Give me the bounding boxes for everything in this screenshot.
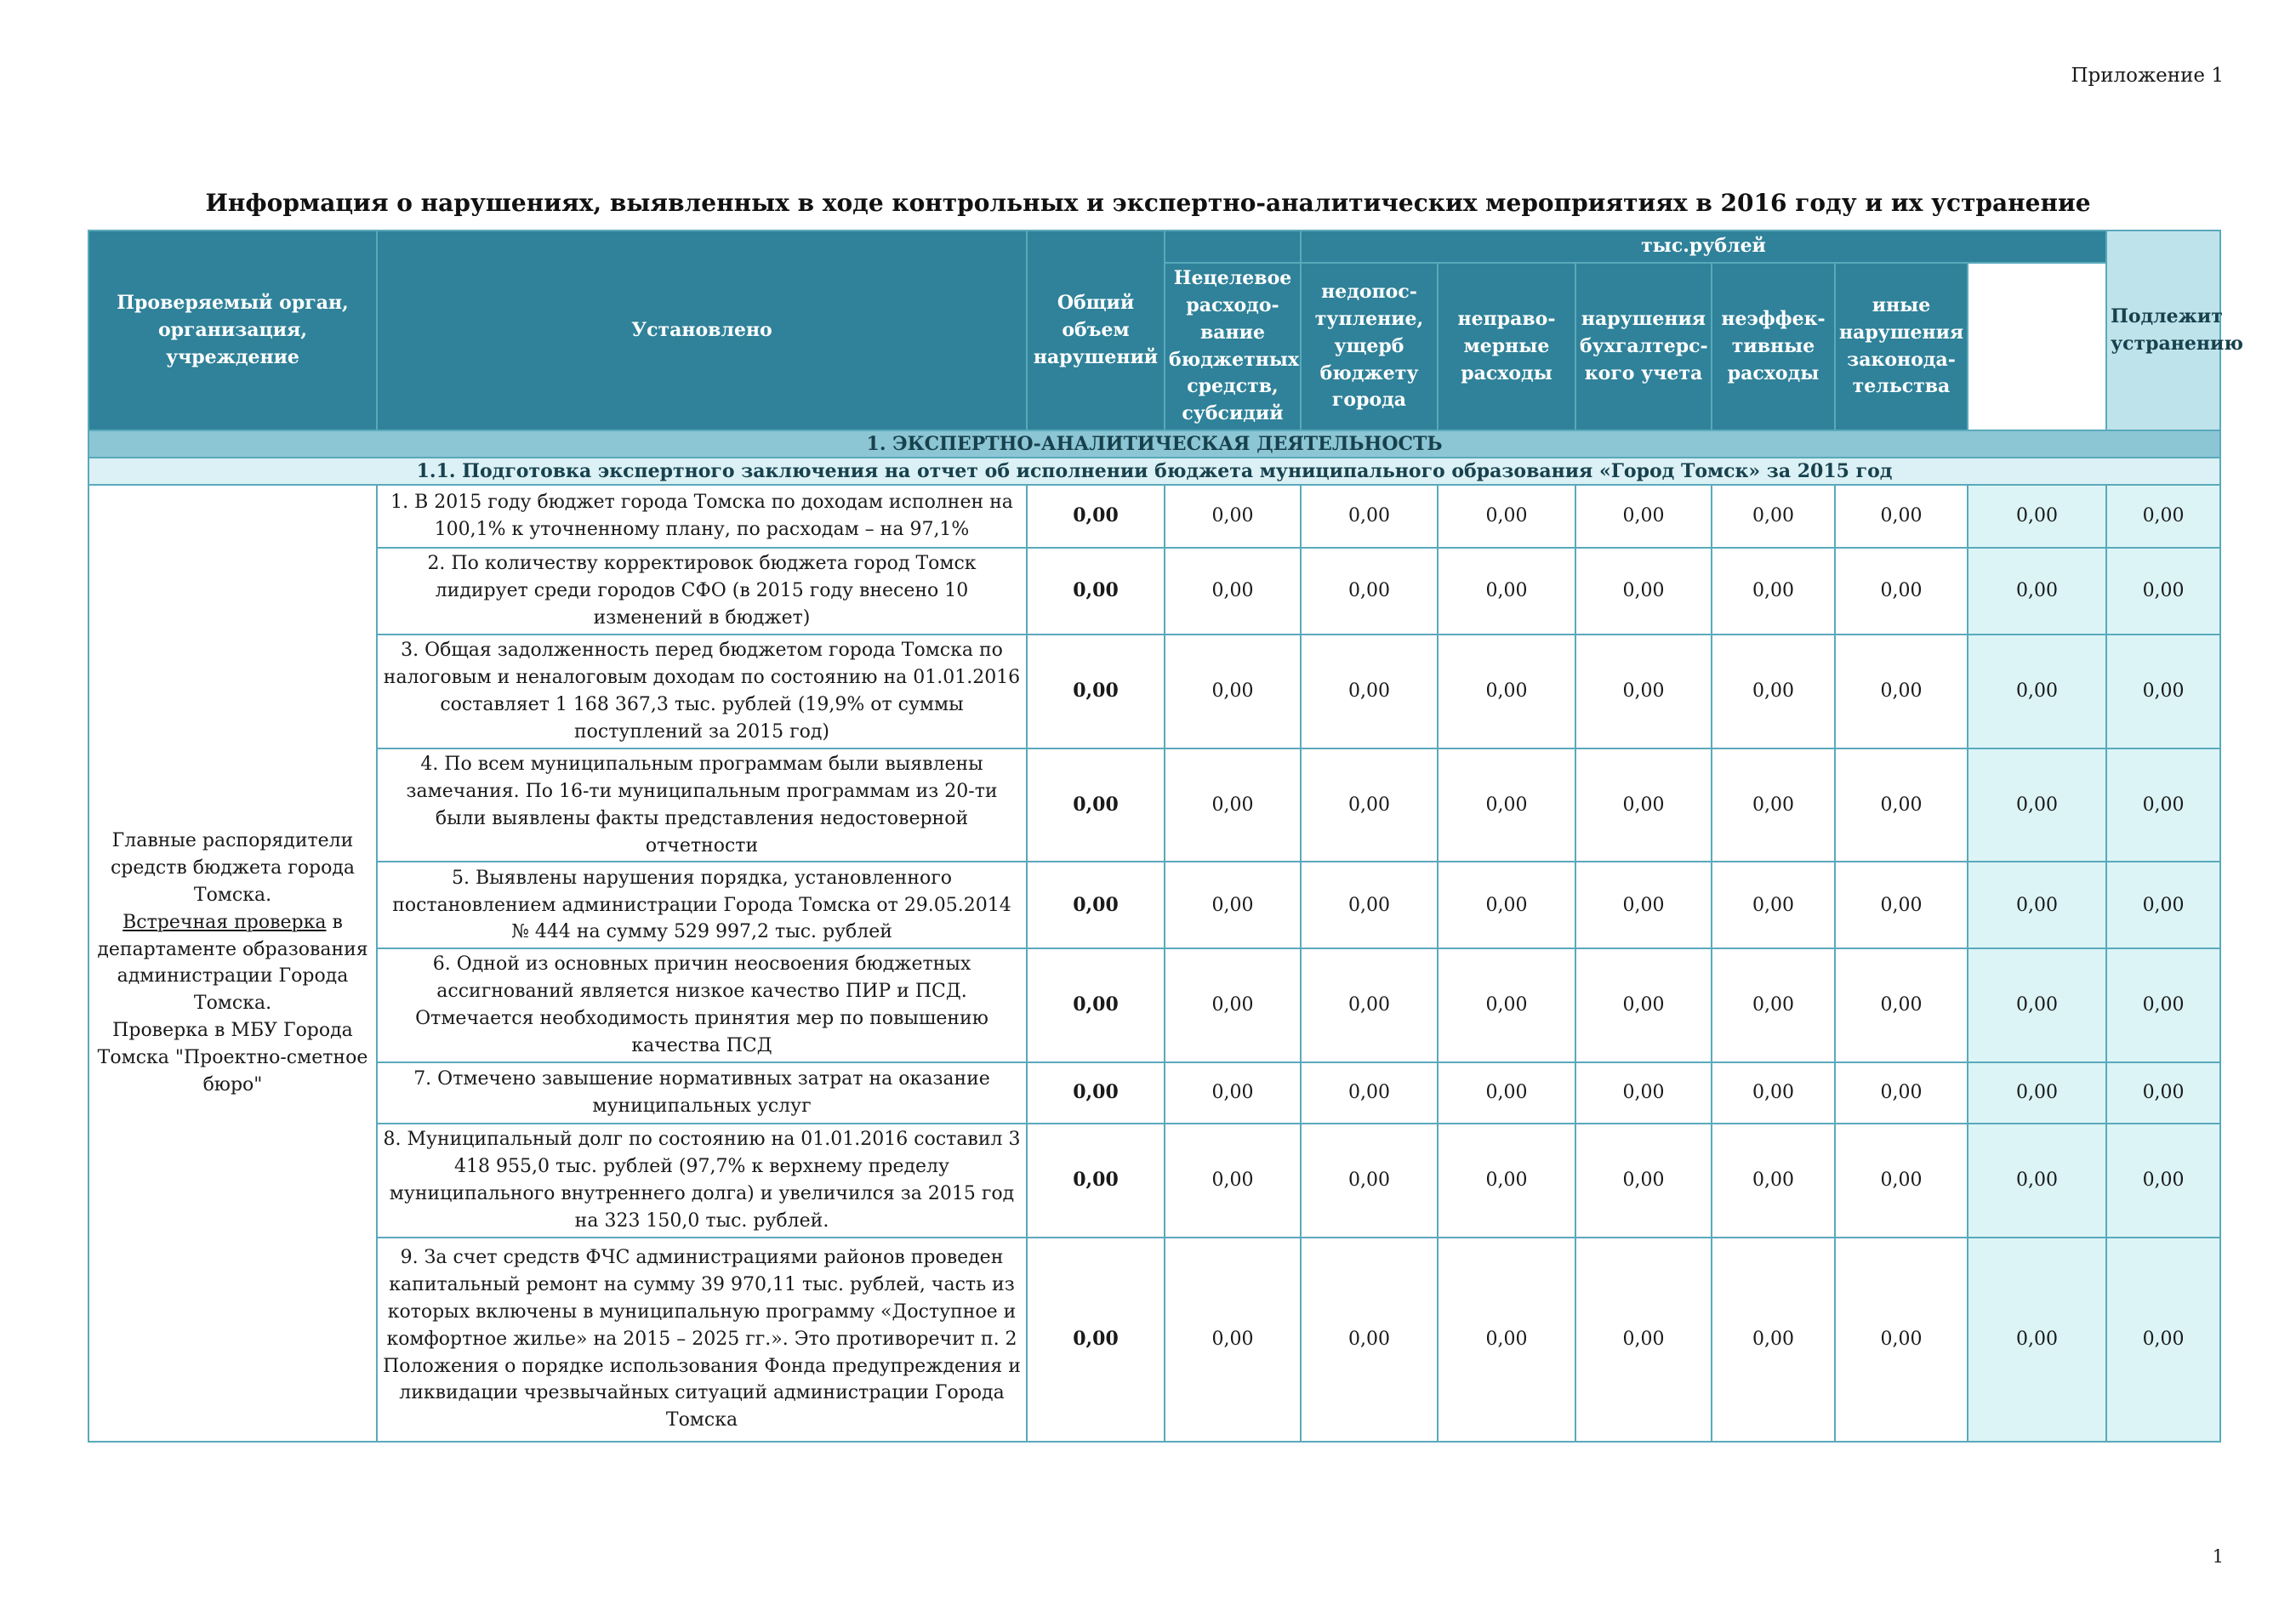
value-misuse: 0,00 [1165, 1124, 1301, 1238]
table-row [88, 748, 2220, 862]
org-cell [88, 485, 377, 1441]
value-improper: 0,00 [1438, 635, 1575, 748]
value-shortfall: 0,00 [1301, 1238, 1438, 1442]
finding-text: 2. По количеству корректировок бюджета город Томск лидирует среди городов СФО (в 2015 году внесено 10 изменений в бюджет) [377, 548, 1027, 635]
value-accounting: 0,00 [1575, 862, 1712, 948]
value-fixed: 0,00 [2106, 1062, 2220, 1124]
value-fixed: 0,00 [2106, 1124, 2220, 1238]
header-other: иные нарушения законода-тельства [1835, 263, 1968, 430]
subsection-row [88, 458, 2220, 485]
value-ineffective: 0,00 [1712, 548, 1835, 635]
table-row [88, 1124, 2220, 1238]
value-improper: 0,00 [1438, 948, 1575, 1062]
value-total: 0,00 [1027, 862, 1165, 948]
value-shortfall: 0,00 [1301, 748, 1438, 862]
value-shortfall: 0,00 [1301, 485, 1438, 548]
finding-text: 4. По всем муниципальным программам были выявлены замечания. По 16-ти муниципальным программам из 20-ти были выявлены факты представления недостоверной отчетности [377, 748, 1027, 862]
value-other: 0,00 [1835, 748, 1968, 862]
value-ineffective: 0,00 [1712, 1062, 1835, 1124]
value-other: 0,00 [1835, 1124, 1968, 1238]
value-to-fix: 0,00 [1968, 748, 2106, 862]
value-accounting: 0,00 [1575, 635, 1712, 748]
section-title: 1. ЭКСПЕРТНО-АНАЛИТИЧЕСКАЯ ДЕЯТЕЛЬНОСТЬ [88, 430, 2220, 458]
value-total: 0,00 [1027, 635, 1165, 748]
value-accounting: 0,00 [1575, 548, 1712, 635]
value-other: 0,00 [1835, 635, 1968, 748]
value-improper: 0,00 [1438, 1238, 1575, 1442]
org-text-part: Главные распорядители средств бюджета города Томска. [110, 829, 356, 906]
value-to-fix: 0,00 [1968, 548, 2106, 635]
value-fixed: 0,00 [2106, 748, 2220, 862]
header-unit-spacer [1165, 230, 1301, 263]
table-row [88, 548, 2220, 635]
header-total: Общий объем нарушений [1027, 230, 1165, 430]
value-total: 0,00 [1027, 1124, 1165, 1238]
table-row [88, 635, 2220, 748]
violations-table [88, 230, 2243, 1443]
table-row [88, 1238, 2220, 1442]
value-accounting: 0,00 [1575, 1062, 1712, 1124]
value-fixed: 0,00 [2106, 485, 2220, 548]
value-improper: 0,00 [1438, 862, 1575, 948]
finding-text: 3. Общая задолженность перед бюджетом города Томска по налоговым и неналоговым доходам по состоянию на 01.01.2016 составляет 1 168 367,3 тыс. рублей (19,9% от суммы поступлений за 2015 год) [377, 635, 1027, 748]
subsection-title: 1.1. Подготовка экспертного заключения на отчет об исполнении бюджета муниципального образования «Город Томск» за 2015 год [88, 458, 2220, 485]
table-row [88, 485, 2220, 548]
value-ineffective: 0,00 [1712, 485, 1835, 548]
value-fixed: 0,00 [2106, 635, 2220, 748]
header-improper: неправо-мерные расходы [1438, 263, 1575, 430]
value-misuse: 0,00 [1165, 1062, 1301, 1124]
value-fixed: 0,00 [2106, 948, 2220, 1062]
table-row [88, 948, 2220, 1062]
value-total: 0,00 [1027, 1238, 1165, 1442]
finding-text: 8. Муниципальный долг по состоянию на 01.01.2016 составил 3 418 955,0 тыс. рублей (97,7% к верхнему пределу муниципального внутреннего долга) и увеличился за 2015 год на 323 150,0 тыс. рублей. [377, 1124, 1027, 1238]
value-to-fix: 0,00 [1968, 485, 2106, 548]
value-shortfall: 0,00 [1301, 635, 1438, 748]
value-other: 0,00 [1835, 1062, 1968, 1124]
value-misuse: 0,00 [1165, 548, 1301, 635]
header-unit: тыс.рублей [1301, 230, 2106, 263]
finding-text: 1. В 2015 году бюджет города Томска по доходам исполнен на 100,1% к уточненному плану, по расходам – на 97,1% [377, 485, 1027, 548]
value-to-fix: 0,00 [1968, 862, 2106, 948]
value-ineffective: 0,00 [1712, 635, 1835, 748]
table-row [88, 862, 2220, 948]
value-other: 0,00 [1835, 485, 1968, 548]
value-shortfall: 0,00 [1301, 548, 1438, 635]
value-improper: 0,00 [1438, 1062, 1575, 1124]
value-shortfall: 0,00 [1301, 1062, 1438, 1124]
page-number: 1 [2212, 1546, 2224, 1567]
value-to-fix: 0,00 [1968, 635, 2106, 748]
value-misuse: 0,00 [1165, 948, 1301, 1062]
value-shortfall: 0,00 [1301, 1124, 1438, 1238]
org-text-part: Проверка в МБУ Города Томска "Проектно-сметное бюро" [97, 1020, 368, 1096]
value-to-fix: 0,00 [1968, 948, 2106, 1062]
value-improper: 0,00 [1438, 1124, 1575, 1238]
value-ineffective: 0,00 [1712, 748, 1835, 862]
value-misuse: 0,00 [1165, 862, 1301, 948]
value-shortfall: 0,00 [1301, 948, 1438, 1062]
value-improper: 0,00 [1438, 748, 1575, 862]
value-other: 0,00 [1835, 1238, 1968, 1442]
header-misuse: Нецелевое расходо-вание бюджетных средств, субсидий [1165, 263, 1301, 430]
header-shortfall: недопос-тупление, ущерб бюджету города [1301, 263, 1438, 430]
value-shortfall: 0,00 [1301, 862, 1438, 948]
org-text-part: в департаменте образования администрации Города Томска. [97, 911, 368, 1015]
value-other: 0,00 [1835, 862, 1968, 948]
header-ineffective: неэффек-тивные расходы [1712, 263, 1835, 430]
value-ineffective: 0,00 [1712, 862, 1835, 948]
value-fixed: 0,00 [2106, 862, 2220, 948]
finding-text: 5. Выявлены нарушения порядка, установленного постановлением администрации Города Томска от 29.05.2014 № 444 на сумму 529 997,2 тыс. рублей [377, 862, 1027, 948]
value-total: 0,00 [1027, 748, 1165, 862]
header-accounting: нарушения бухгалтерс-кого учета [1575, 263, 1712, 430]
value-ineffective: 0,00 [1712, 1124, 1835, 1238]
value-fixed: 0,00 [2106, 1238, 2220, 1442]
header-found: Установлено [377, 230, 1027, 430]
value-accounting: 0,00 [1575, 485, 1712, 548]
value-misuse: 0,00 [1165, 1238, 1301, 1442]
value-accounting: 0,00 [1575, 1124, 1712, 1238]
value-to-fix: 0,00 [1968, 1062, 2106, 1124]
value-other: 0,00 [1835, 548, 1968, 635]
finding-text: 9. За счет средств ФЧС администрациями районов проведен капитальный ремонт на сумму 39 970,11 тыс. рублей, часть из которых включены в муниципальную программу «Доступное и комфортное жилье» на 2015 – 2025 гг.». Это противоречит п. 2 Положения о порядке использования Фонда предупреждения и ликвидации чрезвычайных ситуаций администрации Города Томска [377, 1238, 1027, 1442]
value-to-fix: 0,00 [1968, 1124, 2106, 1238]
value-total: 0,00 [1027, 485, 1165, 548]
value-improper: 0,00 [1438, 548, 1575, 635]
value-fixed: 0,00 [2106, 548, 2220, 635]
document-title: Информация о нарушениях, выявленных в ходе контрольных и экспертно-аналитических мероприятиях в 2016 году и их устранение [205, 189, 2091, 217]
value-accounting: 0,00 [1575, 1238, 1712, 1442]
value-accounting: 0,00 [1575, 748, 1712, 862]
value-to-fix: 0,00 [1968, 1238, 2106, 1442]
value-misuse: 0,00 [1165, 748, 1301, 862]
header-org: Проверяемый орган, организация, учреждение [88, 230, 377, 430]
finding-text: 7. Отмечено завышение нормативных затрат на оказание муниципальных услуг [377, 1062, 1027, 1124]
header-to-fix: Подлежит устранению [2106, 230, 2220, 430]
table-row [88, 1062, 2220, 1124]
value-improper: 0,00 [1438, 485, 1575, 548]
section-row [88, 430, 2220, 458]
value-misuse: 0,00 [1165, 635, 1301, 748]
finding-text: 6. Одной из основных причин неосвоения бюджетных ассигнований является низкое качество ПИР и ПСД. Отмечается необходимость принятия мер по повышению качества ПСД [377, 948, 1027, 1062]
appendix-label: Приложение 1 [2071, 65, 2224, 87]
value-misuse: 0,00 [1165, 485, 1301, 548]
value-total: 0,00 [1027, 548, 1165, 635]
value-ineffective: 0,00 [1712, 1238, 1835, 1442]
value-ineffective: 0,00 [1712, 948, 1835, 1062]
value-total: 0,00 [1027, 1062, 1165, 1124]
org-text-part: Встречная проверка [122, 911, 327, 933]
value-other: 0,00 [1835, 948, 1968, 1062]
value-total: 0,00 [1027, 948, 1165, 1062]
value-accounting: 0,00 [1575, 948, 1712, 1062]
